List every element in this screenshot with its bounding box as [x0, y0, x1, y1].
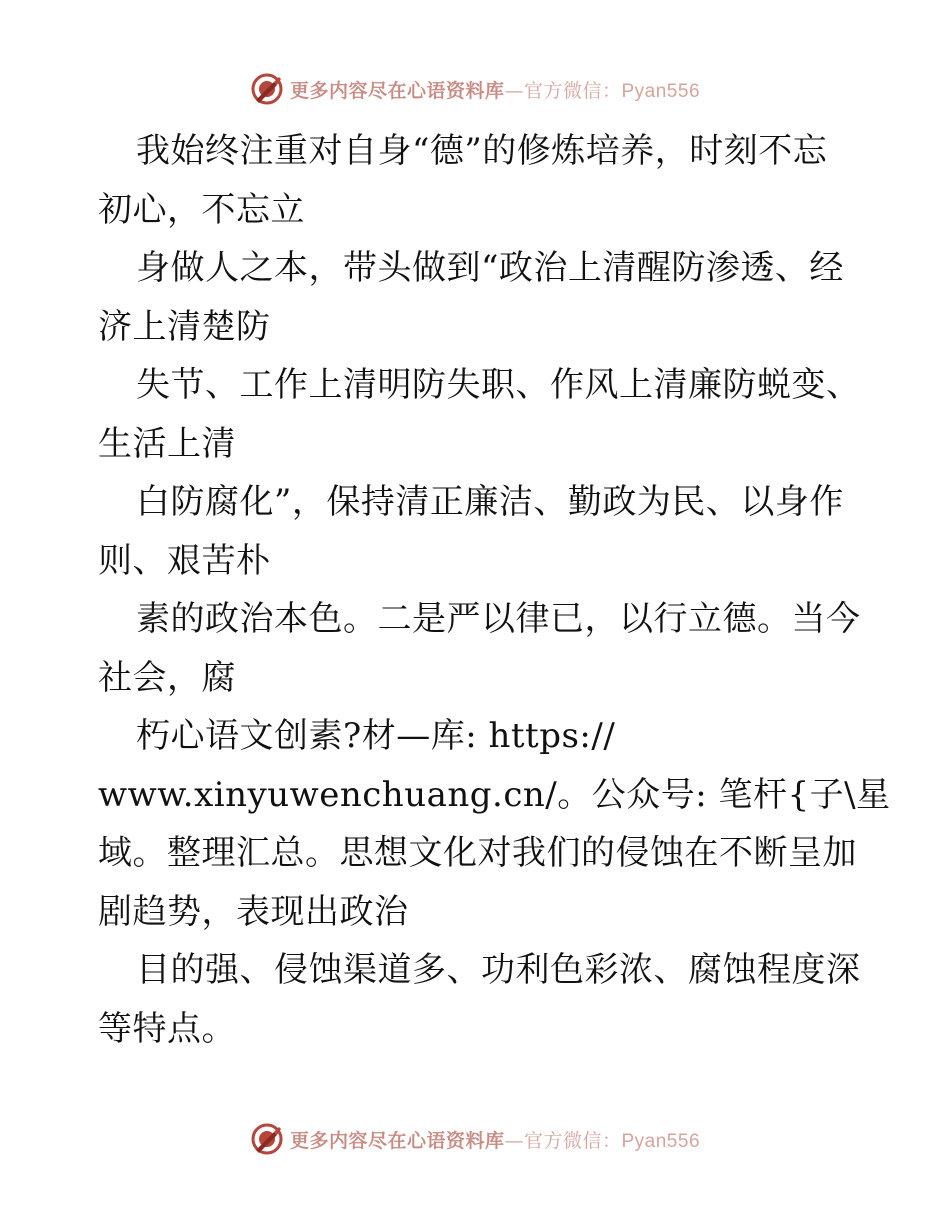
- footer-brand: 更多内容尽在心语资料库: [289, 1129, 505, 1152]
- body-line: 我始终注重对自身“德”的修炼培养，时刻不忘: [136, 131, 828, 171]
- body-line: 则、艰苦朴: [98, 540, 271, 581]
- page-header: [0, 72, 950, 106]
- body-line: 失节、工作上清明防失职、作风上清廉防蜕变、: [136, 365, 861, 405]
- header-dash: —官方微信：: [504, 79, 622, 102]
- body-line: 素的政治本色。二是严以律已，以行立德。当今: [136, 599, 861, 639]
- body-line: 等特点。: [98, 1008, 236, 1049]
- footer-banner: [290, 1126, 700, 1153]
- footer-dash: —官方微信：: [504, 1129, 622, 1152]
- body-line: 白防腐化”，保持清正廉洁、勤政为民、以身作: [136, 482, 844, 522]
- body-line: 朽心语文创素?材—库: https://: [136, 716, 616, 756]
- body-line: 生活上清: [98, 423, 236, 464]
- header-brand: 更多内容尽在心语资料库: [289, 79, 505, 102]
- body-line: 域。整理汇总。思想文化对我们的侵蚀在不断呈加: [98, 833, 857, 873]
- header-banner: [290, 76, 700, 103]
- header-code: Pyan556: [621, 80, 701, 102]
- document-body: [98, 122, 891, 1058]
- pen-logo-icon: [250, 1122, 284, 1156]
- body-line: 目的强、侵蚀渠道多、功利色彩浓、腐蚀程度深: [136, 950, 861, 990]
- footer-code: Pyan556: [621, 1130, 701, 1152]
- body-line: 身做人之本，带头做到“政治上清醒防渗透、经: [136, 248, 844, 288]
- body-line: 济上清楚防: [98, 306, 271, 347]
- body-line: 社会，腐: [98, 657, 236, 698]
- body-line: 剧趋势，表现出政治: [98, 891, 409, 932]
- page-footer: [0, 1122, 950, 1156]
- pen-logo-icon: [250, 72, 284, 106]
- body-line: www.xinyuwenchuang.cn/。公众号: 笔杆{子\星: [98, 774, 891, 815]
- body-line: 初心，不忘立: [98, 189, 305, 230]
